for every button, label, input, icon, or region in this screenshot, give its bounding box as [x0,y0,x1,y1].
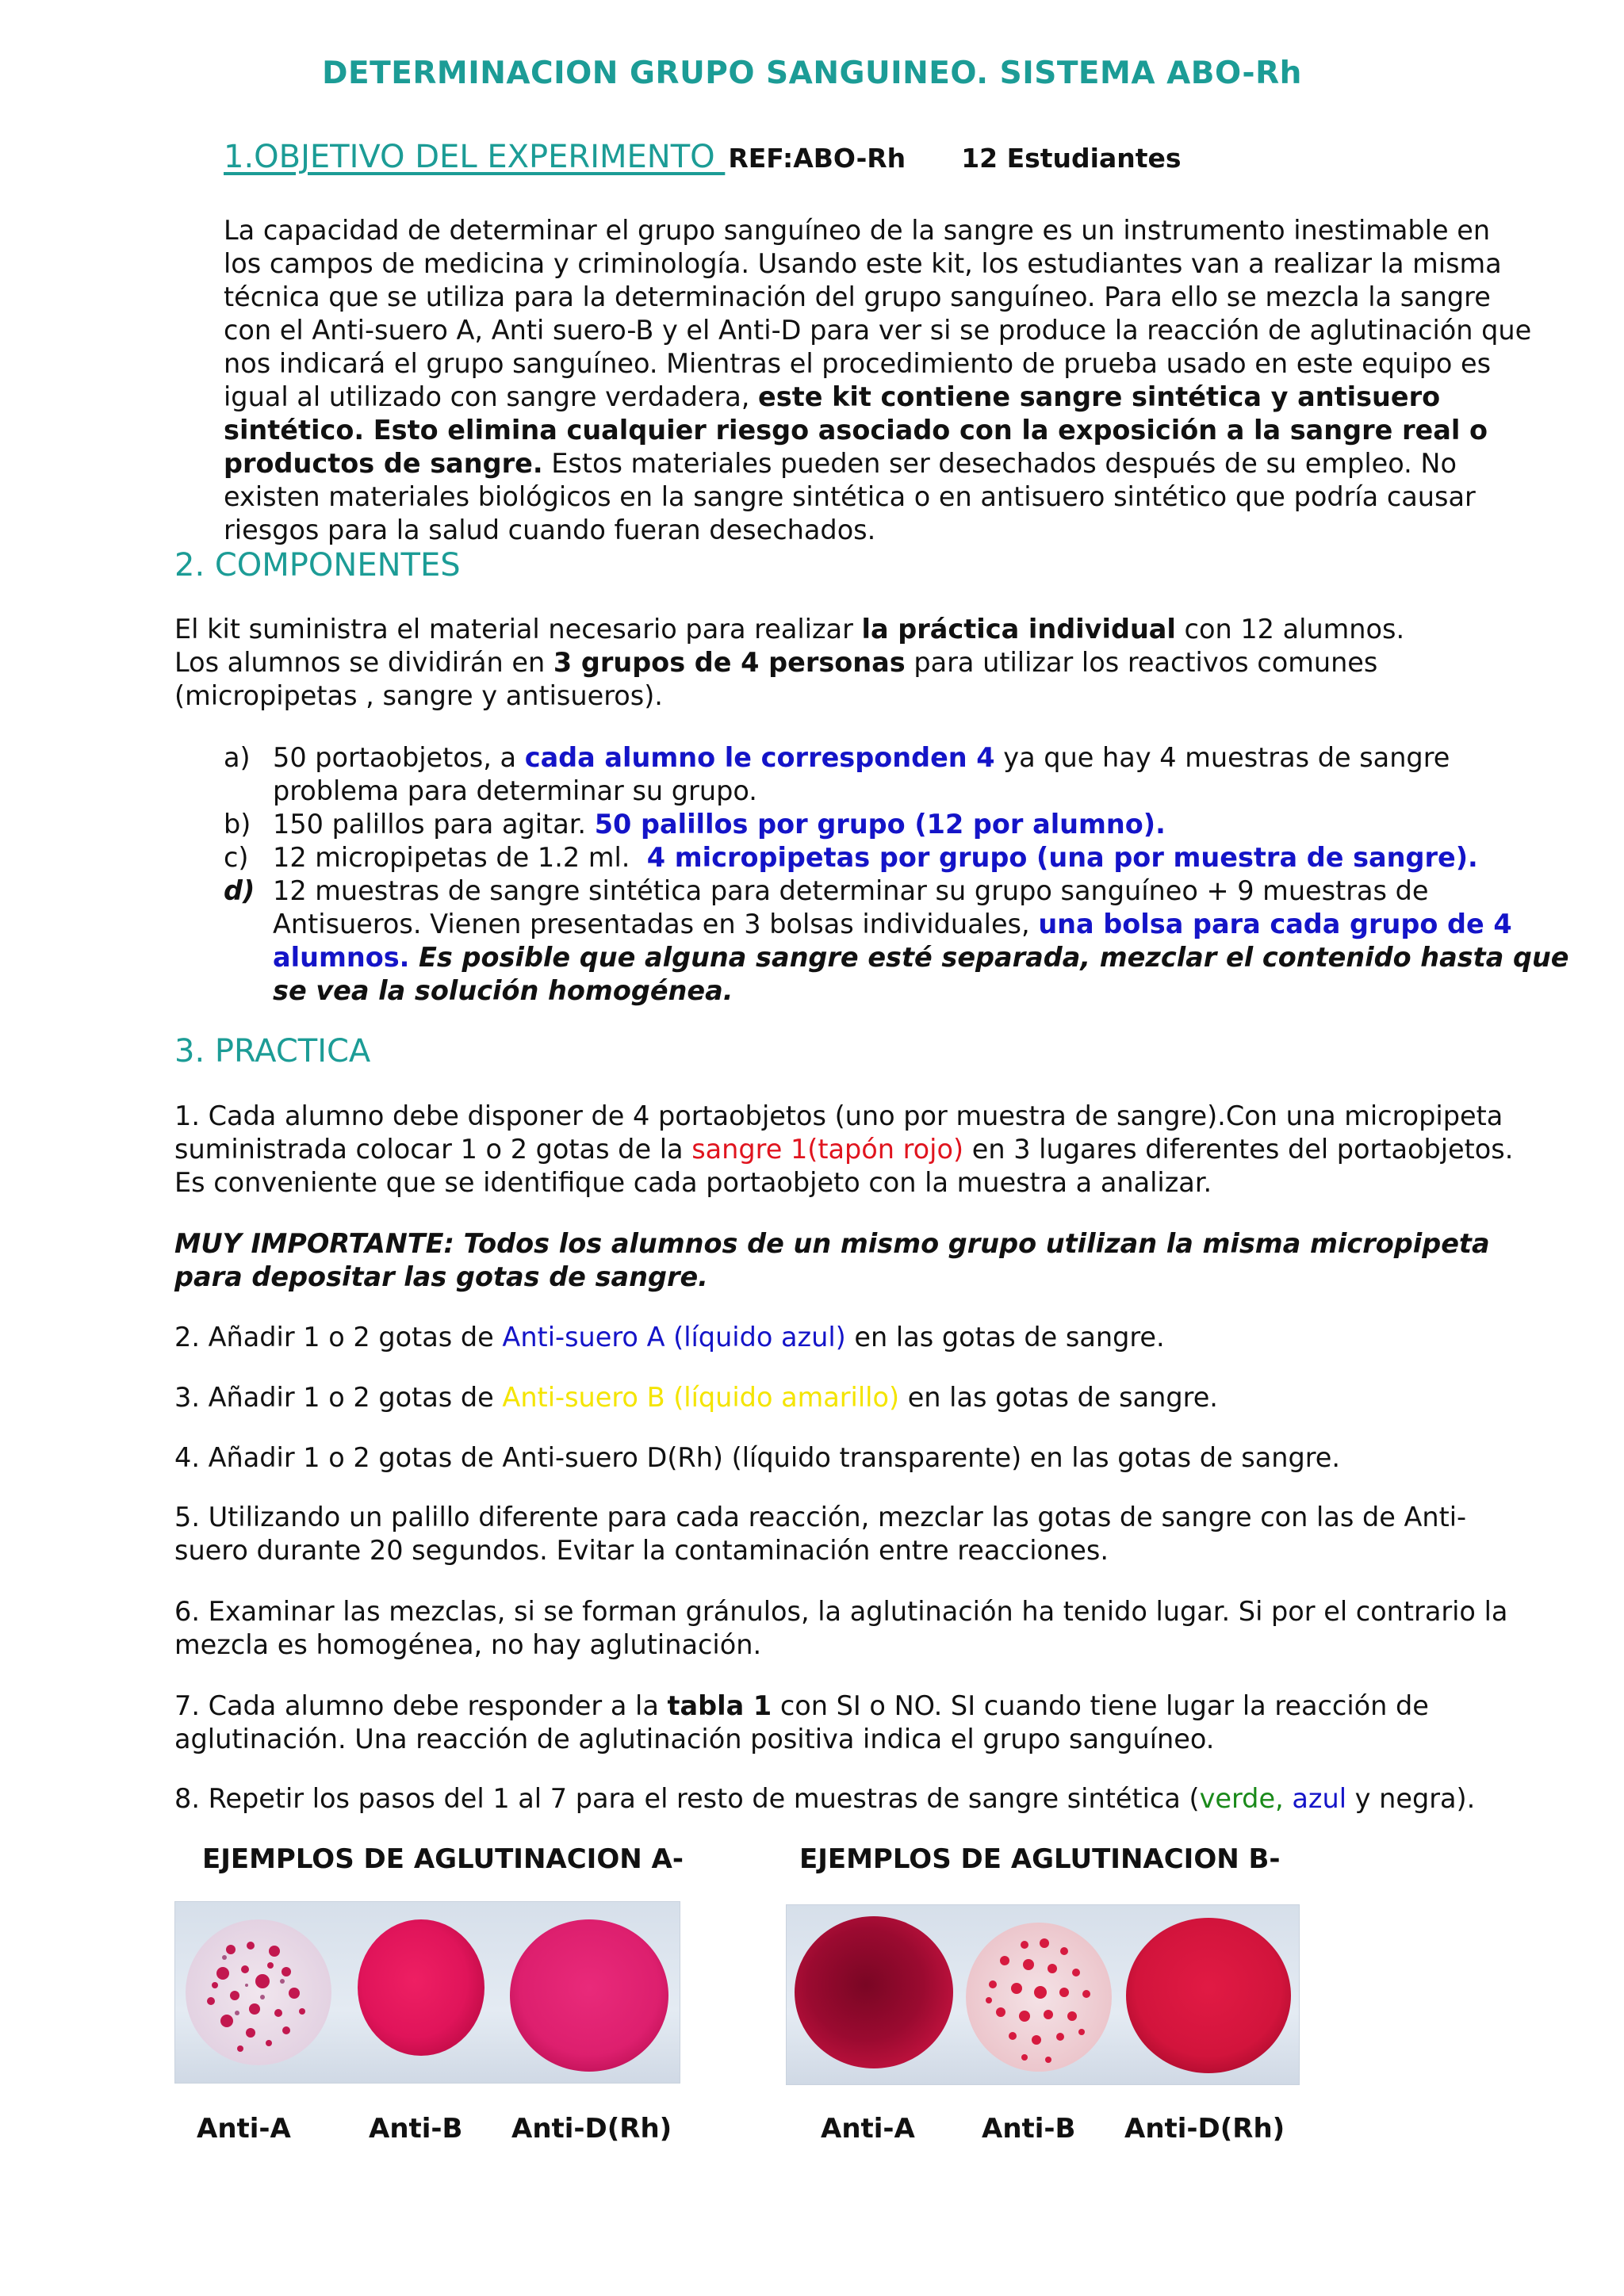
section-components-heading: 2. COMPONENTES [174,547,461,584]
objective-text-c: Estos materiales pueden ser desechados después de su empleo. No existen materiales biológicos en la sangre sintética o en antisuero sintético que podría causar riesgos para la salud cuando fueran desechados. [224,448,1476,545]
practice-step-1 [174,1100,1538,1200]
item-text: 150 palillos para agitar. [273,809,595,840]
objective-text-bold: este kit contiene sangre sintética y antisuero sintético. Esto elimina cualquier riesgo asociado con la exposición a la sangre real o productos de sangre. [224,381,1488,479]
step-blue-highlight: azul [1292,1783,1347,1814]
components-bold: la práctica individual [861,614,1176,645]
objective-text-a: La capacidad de determinar el grupo sanguíneo de la sangre es un instrumento inestimable en los campos de medicina y criminología. Usando este kit, los estudiantes van a realizar la misma técnica que se utiliza para la determinación del grupo sanguíneo. Para ello se mezcla la sangre con el Anti-suero A, Anti suero-B y el Anti-D para ver si se produce la reacción de aglutinación que nos indicará el grupo sanguíneo. Mientras el procedimiento de prueba usado en este equipo es igual al utilizado con sangre verdadera, [224,215,1532,412]
step-yellow-highlight: Anti-suero B (líquido amarillo) [502,1382,900,1413]
list-item [224,808,1572,841]
caption-a-anti-b: Anti-B [369,2113,463,2145]
step-text: y negra). [1346,1783,1476,1814]
reference-code: REF:ABO-Rh [728,143,906,174]
list-marker: d) [224,875,255,906]
item-highlight: 50 palillos por grupo (12 por alumno). [594,809,1166,840]
step-text: 1. Cada alumno debe disponer de 4 portaobjetos (uno por muestra de sangre).Con una micropipeta suministrada colocar 1 o 2 gotas de la [174,1100,1503,1165]
document-title: DETERMINACION GRUPO SANGUINEO. SISTEMA ABO-Rh [322,55,1302,91]
list-item-text [273,808,1572,841]
item-text: ya que hay 4 muestras de sangre problema para determinar su grupo. [273,742,1450,806]
components-intro [174,613,1554,713]
step-text: 3. Añadir 1 o 2 gotas de [174,1382,503,1413]
components-intro-line1 [174,613,1554,646]
list-marker: b) [224,809,251,840]
item-highlight: cada alumno le corresponden 4 [524,742,995,773]
caption-b-anti-b: Anti-B [982,2113,1076,2145]
components-intro-line2 [174,646,1554,713]
caption-a-anti-a: Anti-A [197,2113,291,2145]
objective-paragraph [224,214,1532,547]
list-marker: c) [224,842,249,873]
list-item-text [273,874,1572,1008]
components-text: para utilizar los reactivos comunes (micropipetas , sangre y antisueros). [174,647,1378,711]
practice-step-6: 6. Examinar las mezclas, si se forman gránulos, la aglutinación ha tenido lugar. Si por el contrario la mezcla es homogénea, no hay aglutinación. [174,1596,1508,1660]
practice-step-4: 4. Añadir 1 o 2 gotas de Anti-suero D(Rh) (líquido transparente) en las gotas de sangre. [174,1442,1341,1473]
agglutination-photo-a-image [175,1902,680,2083]
step-text [1284,1783,1293,1814]
list-item [224,741,1572,808]
section-objective-heading [224,139,1182,175]
item-highlight: 4 micropipetas por grupo (una por muestra de sangre). [646,842,1478,873]
step-text: en las gotas de sangre. [899,1382,1218,1413]
section-practice-heading: 3. PRACTICA [174,1033,371,1070]
item-highlight: una bolsa para cada grupo de 4 alumnos. [273,909,1512,973]
components-list [224,741,1572,1008]
components-bold: 3 grupos de 4 personas [553,647,906,678]
slide-drop-anti-b [358,1919,485,2056]
step-bold: tabla 1 [667,1690,772,1721]
list-item [224,841,1572,874]
item-text: 50 portaobjetos, a [273,742,525,773]
list-item [224,874,1572,1008]
practice-step-8 [174,1782,1538,1816]
step-text: 8. Repetir los pasos del 1 al 7 para el resto de muestras de sangre sintética ( [174,1783,1200,1814]
important-note: MUY IMPORTANTE: Todos los alumnos de un mismo grupo utilizan la misma micropipeta para depositar las gotas de sangre. [174,1228,1490,1292]
caption-a-anti-d: Anti-D(Rh) [511,2113,672,2145]
agglutination-photo-b [786,1904,1300,2085]
slide-drop-anti-d [1126,1918,1291,2073]
example-b-title: EJEMPLOS DE AGLUTINACION B- [799,1843,1281,1875]
example-a-title: EJEMPLOS DE AGLUTINACION A- [202,1843,684,1875]
practice-step-7 [174,1689,1538,1756]
agglutination-photo-a [174,1901,680,2084]
item-italic-note: Es posible que alguna sangre esté separada, mezclar el contenido hasta que se vea la solución homogénea. [273,942,1569,1006]
step-green-highlight: verde, [1199,1783,1284,1814]
students-count: 12 Estudiantes [961,143,1182,174]
step-text: 2. Añadir 1 o 2 gotas de [174,1322,503,1353]
practice-step-2 [174,1321,1538,1354]
slide-drop-anti-a [186,1919,331,2065]
step-text: en las gotas de sangre. [845,1322,1165,1353]
components-text: Los alumnos se dividirán en [174,647,553,678]
list-item-text [273,741,1572,808]
list-marker: a) [224,742,251,773]
caption-b-anti-a: Anti-A [821,2113,915,2145]
step-red-highlight: sangre 1(tapón rojo) [691,1134,964,1165]
step-blue-highlight: Anti-suero A (líquido azul) [502,1322,846,1353]
item-text: 12 muestras de sangre sintética para determinar su grupo sanguíneo + 9 muestras de Antisueros. Vienen presentadas en 3 bolsas individuales, [273,875,1429,939]
list-item-text [273,841,1572,874]
item-text: 12 micropipetas de 1.2 ml. [273,842,647,873]
practice-step-3 [174,1381,1538,1414]
step-text: 7. Cada alumno debe responder a la [174,1690,668,1721]
step-text: con SI o NO. SI cuando tiene lugar la reacción de aglutinación. Una reacción de aglutinación positiva indica el grupo sanguíneo. [174,1690,1429,1755]
components-text: El kit suministra el material necesario para realizar [174,614,862,645]
slide-drop-anti-d [510,1919,668,2072]
objective-heading-text: 1.OBJETIVO DEL EXPERIMENTO [224,139,726,175]
caption-b-anti-d: Anti-D(Rh) [1124,2113,1285,2145]
slide-drop-anti-a [795,1916,953,2068]
practice-step-5: 5. Utilizando un palillo diferente para cada reacción, mezclar las gotas de sangre con las de Anti-suero durante 20 segundos. Evitar la contaminación entre reacciones. [174,1502,1467,1566]
components-text: con 12 alumnos. [1175,614,1405,645]
step-text: en 3 lugares diferentes del portaobjetos. Es conveniente que se identifique cada portaobjeto con la muestra a analizar. [174,1134,1514,1198]
agglutination-photo-b-image [787,1905,1299,2084]
